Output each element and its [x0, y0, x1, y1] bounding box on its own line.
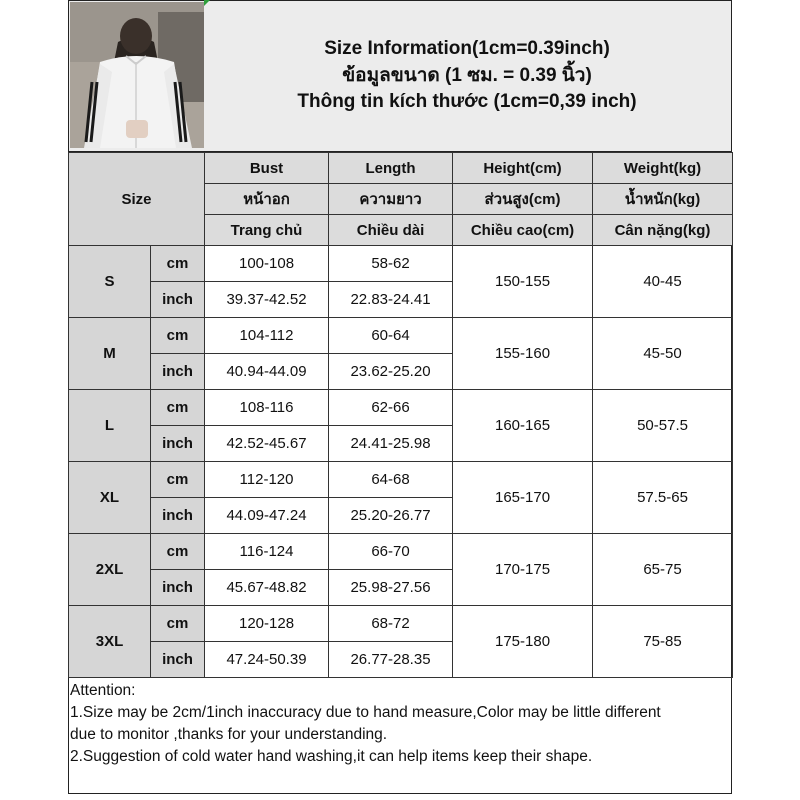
- weight-range: 65-75: [593, 534, 733, 606]
- length-cm: 62-66: [329, 390, 453, 426]
- bust-inch: 45.67-48.82: [205, 570, 329, 606]
- col-bust-th: หน้าอก: [205, 184, 329, 215]
- height-range: 175-180: [453, 606, 593, 678]
- length-cm: 68-72: [329, 606, 453, 642]
- height-range: 165-170: [453, 462, 593, 534]
- unit-inch: inch: [151, 426, 205, 462]
- height-range: 150-155: [453, 246, 593, 318]
- size-info-title: [206, 36, 728, 116]
- col-weight-th: น้ำหนัก(kg): [593, 184, 733, 215]
- col-bust-vi: Trang chủ: [205, 215, 329, 246]
- unit-inch: inch: [151, 282, 205, 318]
- weight-range: 57.5-65: [593, 462, 733, 534]
- col-weight-vi: Cân nặng(kg): [593, 215, 733, 246]
- length-inch: 23.62-25.20: [329, 354, 453, 390]
- table-header-row: [69, 153, 733, 184]
- size-table: [68, 152, 733, 678]
- unit-inch: inch: [151, 498, 205, 534]
- col-length-en: Length: [329, 153, 453, 184]
- size-label: 3XL: [69, 606, 151, 678]
- unit-cm: cm: [151, 462, 205, 498]
- notes-line: 1.Size may be 2cm/1inch inaccuracy due to hand measure,Color may be little different: [70, 704, 661, 721]
- size-label: XL: [69, 462, 151, 534]
- bust-cm: 100-108: [205, 246, 329, 282]
- unit-cm: cm: [151, 534, 205, 570]
- col-weight-en: Weight(kg): [593, 153, 733, 184]
- length-inch: 25.20-26.77: [329, 498, 453, 534]
- bust-inch: 40.94-44.09: [205, 354, 329, 390]
- unit-inch: inch: [151, 354, 205, 390]
- col-bust-en: Bust: [205, 153, 329, 184]
- jacket-photo-image: [70, 2, 204, 148]
- bust-inch: 39.37-42.52: [205, 282, 329, 318]
- bust-inch: 42.52-45.67: [205, 426, 329, 462]
- title-line-vietnamese: Thông tin kích thước (1cm=0,39 inch): [297, 91, 637, 112]
- bust-cm: 116-124: [205, 534, 329, 570]
- notes-heading: Attention:: [70, 682, 136, 699]
- weight-range: 75-85: [593, 606, 733, 678]
- corner-mark: [204, 0, 210, 6]
- table-row: [69, 390, 733, 426]
- unit-inch: inch: [151, 642, 205, 678]
- product-photo: [70, 2, 204, 148]
- weight-range: 40-45: [593, 246, 733, 318]
- weight-range: 50-57.5: [593, 390, 733, 462]
- size-label: S: [69, 246, 151, 318]
- size-label: 2XL: [69, 534, 151, 606]
- table-row: [69, 462, 733, 498]
- table-row: [69, 534, 733, 570]
- height-range: 160-165: [453, 390, 593, 462]
- bust-cm: 108-116: [205, 390, 329, 426]
- col-length-th: ความยาว: [329, 184, 453, 215]
- unit-cm: cm: [151, 606, 205, 642]
- length-inch: 22.83-24.41: [329, 282, 453, 318]
- height-range: 155-160: [453, 318, 593, 390]
- unit-cm: cm: [151, 318, 205, 354]
- attention-notes: [70, 680, 730, 768]
- bust-inch: 44.09-47.24: [205, 498, 329, 534]
- bust-cm: 120-128: [205, 606, 329, 642]
- length-inch: 25.98-27.56: [329, 570, 453, 606]
- length-cm: 60-64: [329, 318, 453, 354]
- col-height-th: ส่วนสูง(cm): [453, 184, 593, 215]
- bust-inch: 47.24-50.39: [205, 642, 329, 678]
- length-cm: 64-68: [329, 462, 453, 498]
- weight-range: 45-50: [593, 318, 733, 390]
- col-height-en: Height(cm): [453, 153, 593, 184]
- unit-cm: cm: [151, 390, 205, 426]
- table-row: [69, 246, 733, 282]
- bust-cm: 104-112: [205, 318, 329, 354]
- length-inch: 24.41-25.98: [329, 426, 453, 462]
- table-row: [69, 606, 733, 642]
- length-cm: 58-62: [329, 246, 453, 282]
- unit-cm: cm: [151, 246, 205, 282]
- size-label: L: [69, 390, 151, 462]
- col-length-vi: Chiều dài: [329, 215, 453, 246]
- title-line-english: Size Information(1cm=0.39inch): [324, 38, 610, 59]
- length-cm: 66-70: [329, 534, 453, 570]
- length-inch: 26.77-28.35: [329, 642, 453, 678]
- title-line-thai: ข้อมูลขนาด (1 ซม. = 0.39 นิ้ว): [342, 64, 592, 86]
- unit-inch: inch: [151, 570, 205, 606]
- height-range: 170-175: [453, 534, 593, 606]
- notes-line: 2.Suggestion of cold water hand washing,it can help items keep their shape.: [70, 748, 593, 765]
- size-header: Size: [69, 153, 205, 246]
- bust-cm: 112-120: [205, 462, 329, 498]
- table-row: [69, 318, 733, 354]
- size-label: M: [69, 318, 151, 390]
- notes-line: due to monitor ,thanks for your understanding.: [70, 726, 388, 743]
- col-height-vi: Chiều cao(cm): [453, 215, 593, 246]
